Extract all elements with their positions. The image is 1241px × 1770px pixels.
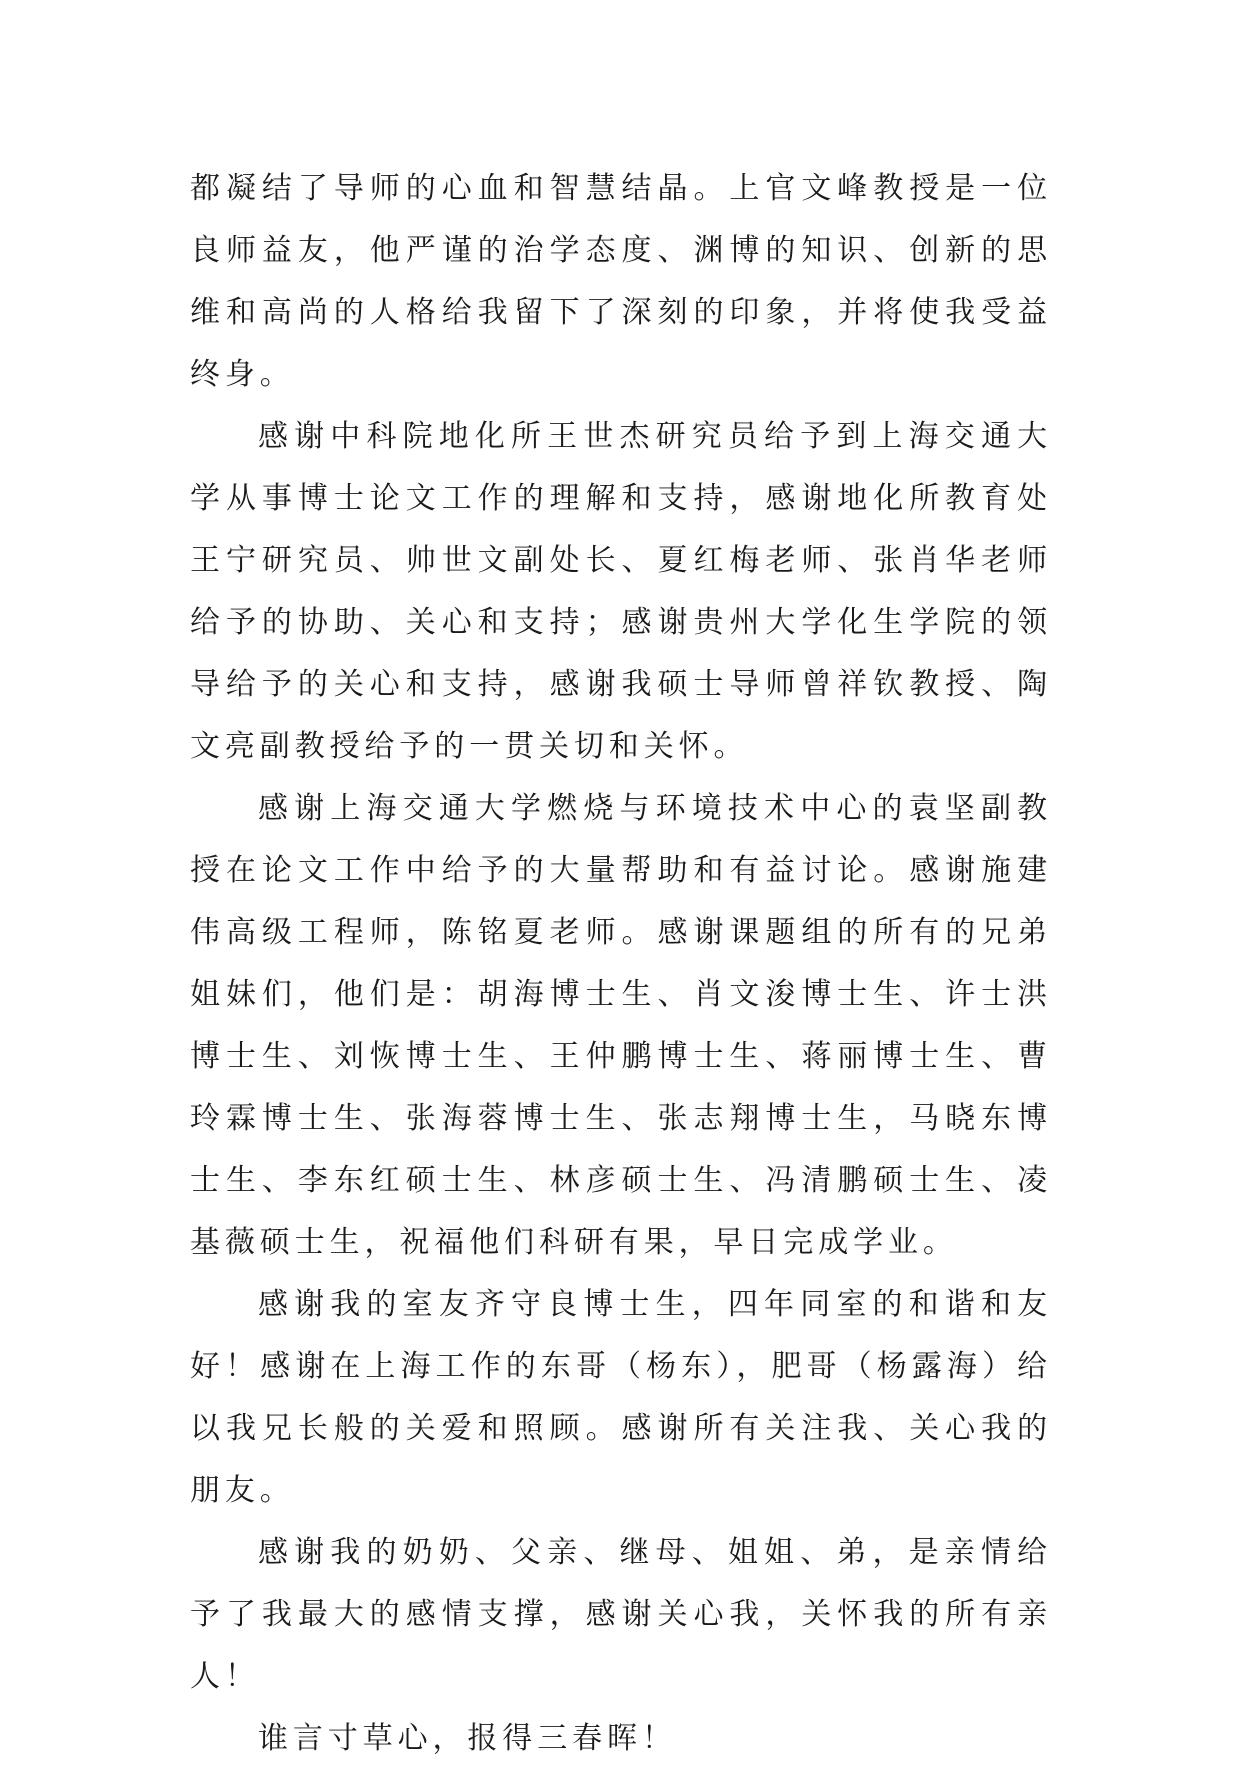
paragraph-3: 感谢上海交通大学燃烧与环境技术中心的袁坚副教授在论文工作中给予的大量帮助和有益讨论。感谢施建伟高级工程师，陈铭夏老师。感谢课题组的所有的兄弟姐妹们，他们是：胡海博士生、肖文浚博士生、许士洪博士生、刘恢博士生、王仲鹏博士生、蒋丽博士生、曹玲霖博士生、张海蓉博士生、张志翔博士生，马晓东博士生、李东红硕士生、林彦硕士生、冯清鹏硕士生、凌基薇硕士生，祝福他们科研有果，早日完成学业。 — [190, 791, 1052, 1260]
paragraph-5: 感谢我的奶奶、父亲、继母、姐姐、弟，是亲情给予了我最大的感情支撑，感谢关心我，关怀我的所有亲人！ — [190, 1535, 1052, 1694]
paragraph-1: 都凝结了导师的心血和智慧结晶。上官文峰教授是一位良师益友，他严谨的治学态度、渊博的知识、创新的思维和高尚的人格给我留下了深刻的印象，并将使我受益终身。 — [190, 171, 1052, 392]
paragraph-6: 谁言寸草心，报得三春晖！ — [258, 1721, 677, 1756]
paragraph-2: 感谢中科院地化所王世杰研究员给予到上海交通大学从事博士论文工作的理解和支持，感谢地化所教育处王宁研究员、帅世文副处长、夏红梅老师、张肖华老师给予的协助、关心和支持；感谢贵州大学化生学院的领导给予的关心和支持，感谢我硕士导师曾祥钦教授、陶文亮副教授给予的一贯关切和关怀。 — [190, 419, 1052, 764]
acknowledgement-body — [190, 158, 1052, 1770]
paragraph-4: 感谢我的室友齐守良博士生，四年同室的和谐和友好！感谢在上海工作的东哥（杨东），肥哥（杨露海）给以我兄长般的关爱和照顾。感谢所有关注我、关心我的朋友。 — [190, 1287, 1052, 1508]
